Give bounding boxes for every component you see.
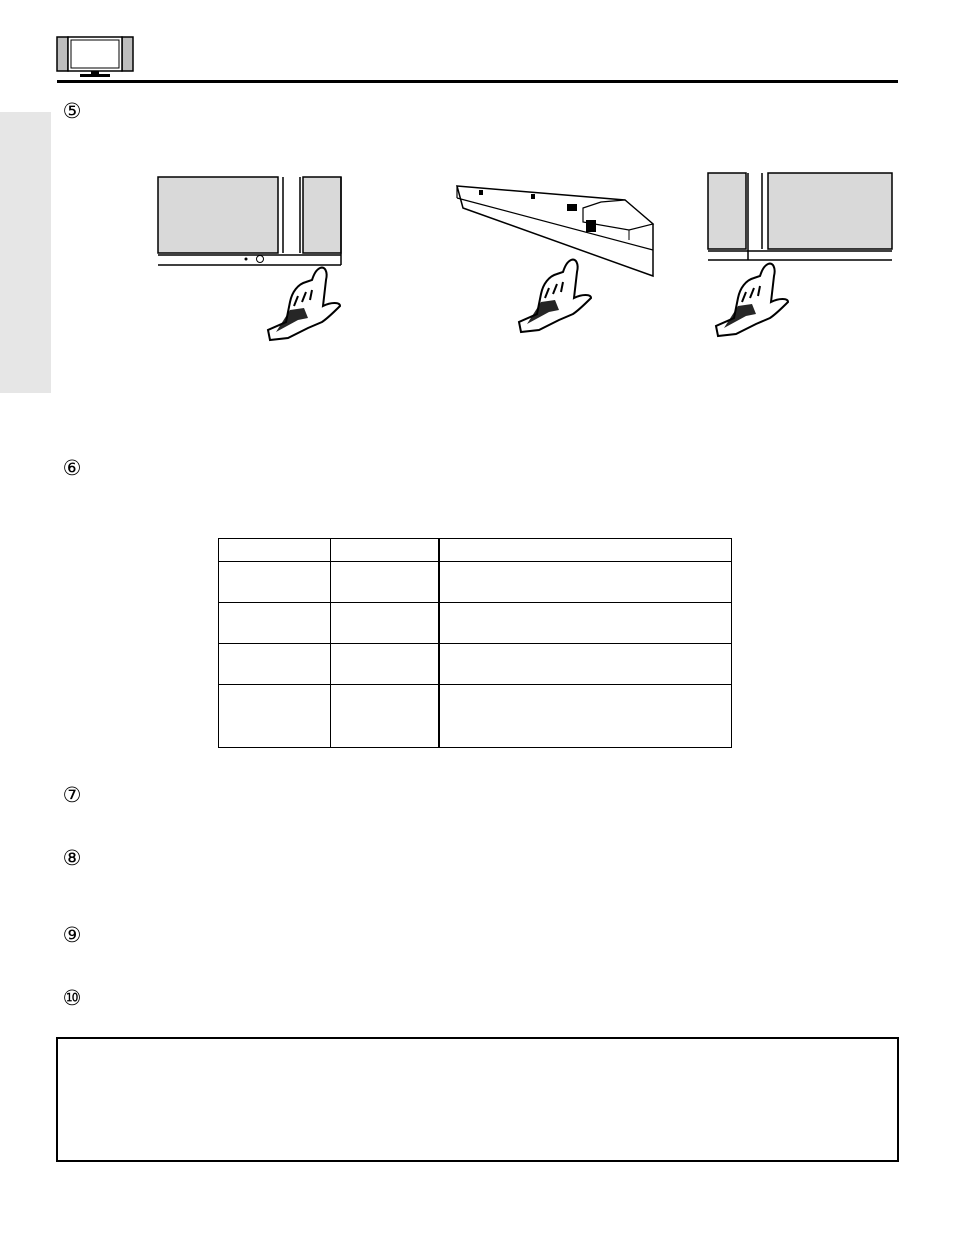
- table-cell: [439, 603, 732, 644]
- indicator-table: [218, 538, 732, 748]
- table-row: [219, 562, 732, 603]
- table-row: [219, 539, 732, 562]
- table-cell: [219, 603, 331, 644]
- step-8-marker: ⑧: [62, 846, 82, 870]
- table-row: [219, 685, 732, 748]
- table-cell: [439, 562, 732, 603]
- table-cell: [219, 562, 331, 603]
- table-cell: [331, 685, 439, 748]
- table-cell: [219, 644, 331, 685]
- step-10-marker: ⑩: [62, 986, 82, 1010]
- tv-icon: [56, 36, 134, 78]
- figure-tv-side-panel: [455, 178, 665, 338]
- table-row: [219, 644, 732, 685]
- note-box: [56, 1037, 899, 1162]
- table-cell: [331, 644, 439, 685]
- figure-tv-front-right: [700, 170, 895, 340]
- table-row: [219, 603, 732, 644]
- hand-pointer-icon: [268, 268, 340, 340]
- table-cell: [219, 685, 331, 748]
- hand-pointer-icon: [716, 264, 788, 336]
- table-cell: [439, 539, 732, 562]
- header-rule: [57, 80, 898, 83]
- step-9-marker: ⑨: [62, 923, 82, 947]
- figure-tv-front-panel: [150, 170, 350, 340]
- side-tab: [0, 112, 51, 393]
- step-6-marker: ⑥: [62, 456, 82, 480]
- table-cell: [331, 562, 439, 603]
- hand-pointer-icon: [519, 260, 591, 332]
- table-cell: [331, 539, 439, 562]
- step-5-marker: ⑤: [62, 99, 82, 123]
- table-cell: [439, 644, 732, 685]
- table-cell: [219, 539, 331, 562]
- table-cell: [331, 603, 439, 644]
- table-cell: [439, 685, 732, 748]
- step-7-marker: ⑦: [62, 783, 82, 807]
